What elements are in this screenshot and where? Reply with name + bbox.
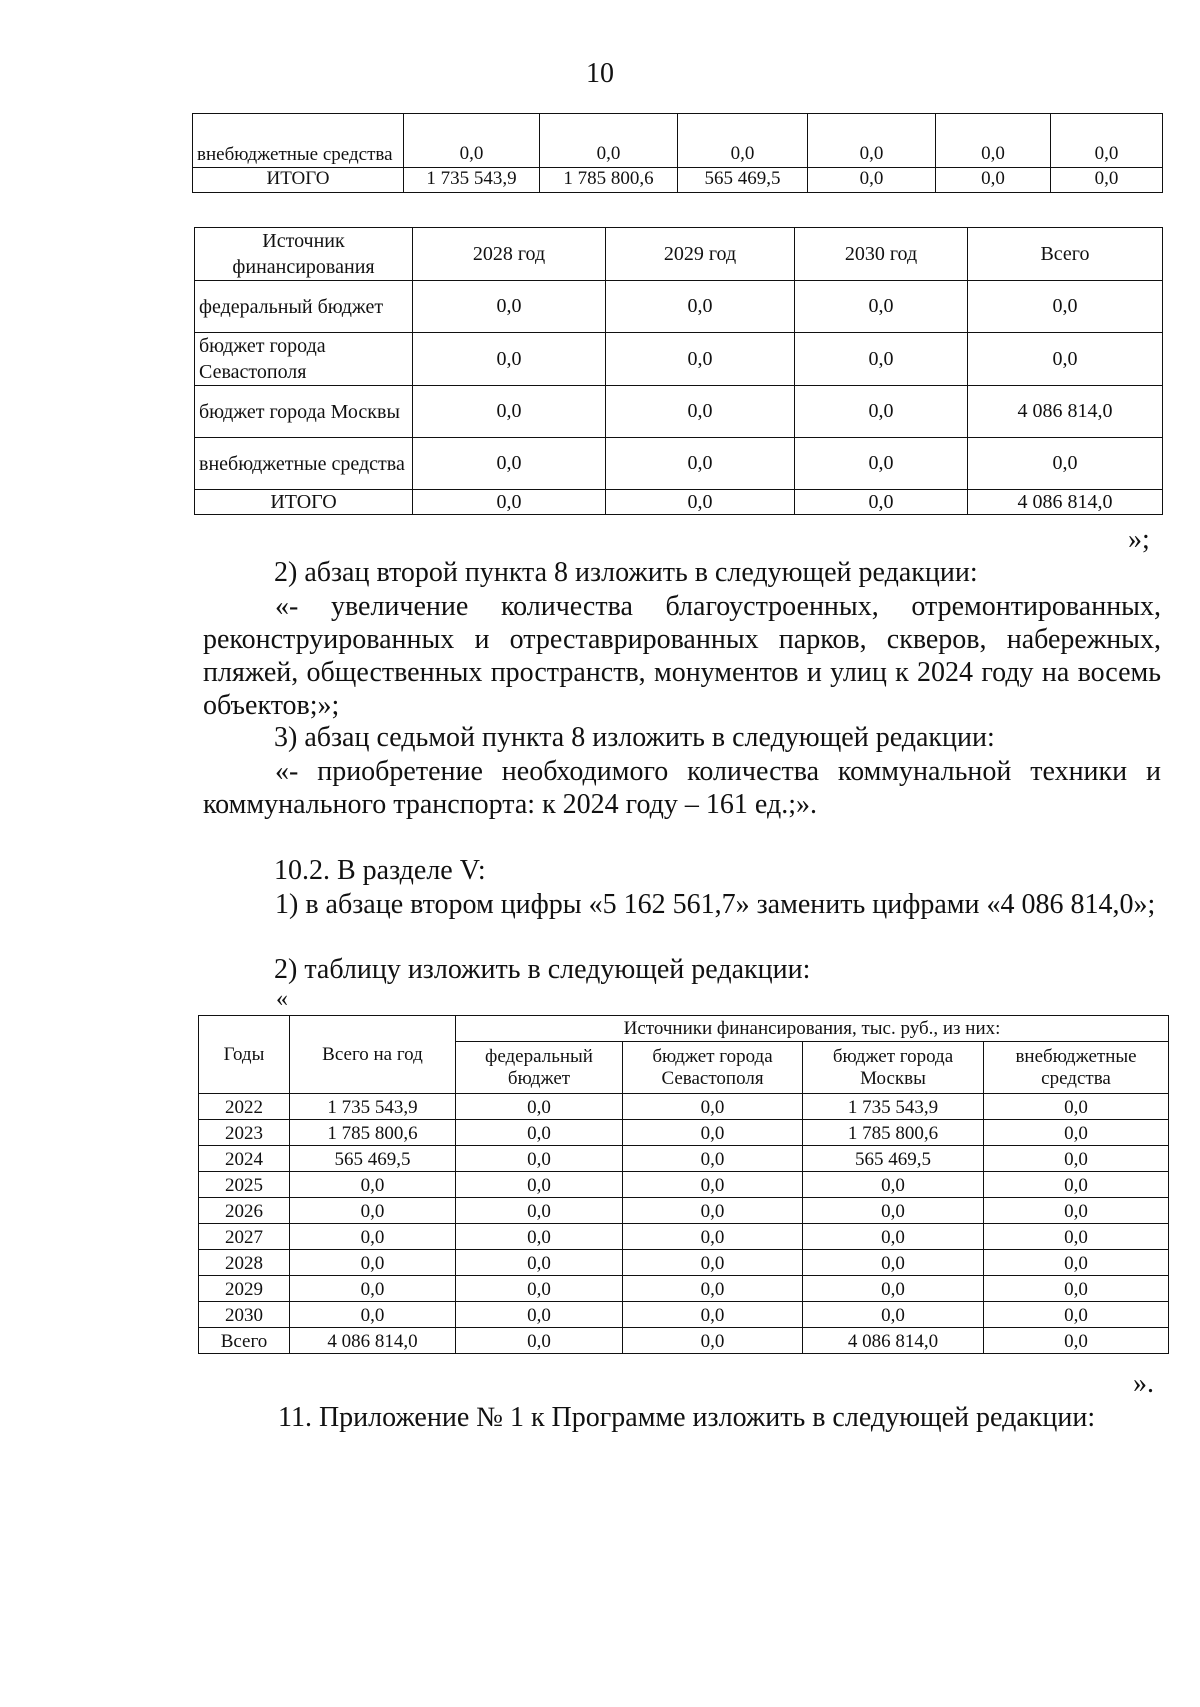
table-cell: 1 785 800,6 — [803, 1120, 984, 1146]
year-cell: 2028 — [199, 1250, 290, 1276]
table-row — [199, 1120, 1169, 1146]
table-cell: 0,0 — [290, 1172, 456, 1198]
paragraph-item-2b: 2) таблицу изложить в следующей редакции: — [274, 954, 811, 985]
table-cell: 0,0 — [623, 1094, 803, 1120]
table-cell: 0,0 — [623, 1146, 803, 1172]
table-cell: 0,0 — [413, 333, 606, 386]
column-header: 2028 год — [413, 228, 606, 281]
year-cell: Всего — [199, 1328, 290, 1354]
table-cell: 0,0 — [984, 1172, 1169, 1198]
table-cell: 0,0 — [936, 114, 1051, 168]
table-cell: 0,0 — [795, 386, 968, 438]
row-label: ИТОГО — [195, 490, 413, 515]
table-cell: 0,0 — [456, 1224, 623, 1250]
column-header-total: Всего на год — [290, 1016, 456, 1094]
table-row — [193, 114, 1163, 168]
paragraph-quote-1: «- увеличение количества благоустроенных, отремонтированных, реконструированных и отреставрированных парков, скверов, набережных, пляжей, общественных пространств, монументов и улиц к 2024 году на восемь объектов;»; — [203, 591, 1161, 721]
table-cell: 0,0 — [984, 1302, 1169, 1328]
year-cell: 2023 — [199, 1120, 290, 1146]
table-cell: 0,0 — [456, 1302, 623, 1328]
table-cell: 0,0 — [808, 168, 936, 193]
table-row — [195, 386, 1163, 438]
financing-table-2028-2030 — [194, 227, 1163, 515]
row-label: федеральный бюджет — [195, 281, 413, 333]
column-header: Всего — [968, 228, 1163, 281]
table-cell: 0,0 — [968, 333, 1163, 386]
column-header-sources: Источники финансирования, тыс. руб., из них: — [456, 1016, 1169, 1042]
table-cell: 0,0 — [456, 1276, 623, 1302]
column-header: 2029 год — [606, 228, 795, 281]
row-label: ИТОГО — [193, 168, 404, 193]
financing-by-year-table — [198, 1015, 1169, 1354]
table-cell: 0,0 — [803, 1198, 984, 1224]
table-cell: 0,0 — [803, 1276, 984, 1302]
table-cell: 0,0 — [984, 1276, 1169, 1302]
table-cell: 4 086 814,0 — [968, 490, 1163, 515]
table-cell: 4 086 814,0 — [290, 1328, 456, 1354]
table-cell: 565 469,5 — [678, 168, 808, 193]
table-cell: 0,0 — [623, 1276, 803, 1302]
table-cell: 0,0 — [936, 168, 1051, 193]
year-cell: 2024 — [199, 1146, 290, 1172]
table-cell: 0,0 — [606, 281, 795, 333]
table-cell: 0,0 — [456, 1328, 623, 1354]
table-cell: 0,0 — [803, 1172, 984, 1198]
closing-quote-2: ». — [1133, 1368, 1154, 1399]
table-row — [199, 1250, 1169, 1276]
table-row — [199, 1146, 1169, 1172]
table-cell: 0,0 — [984, 1198, 1169, 1224]
table-cell: 0,0 — [803, 1302, 984, 1328]
table-cell: 0,0 — [803, 1224, 984, 1250]
table-cell: 0,0 — [984, 1224, 1169, 1250]
section-heading: 10.2. В разделе V: — [274, 855, 486, 886]
table-cell: 0,0 — [1051, 114, 1163, 168]
table-cell: 1 735 543,9 — [290, 1094, 456, 1120]
table-cell: 0,0 — [456, 1198, 623, 1224]
table-cell: 0,0 — [795, 333, 968, 386]
table-row — [199, 1172, 1169, 1198]
table-cell: 0,0 — [290, 1198, 456, 1224]
table-cell: 0,0 — [984, 1120, 1169, 1146]
table-cell: 565 469,5 — [803, 1146, 984, 1172]
table-row — [199, 1094, 1169, 1120]
year-cell: 2027 — [199, 1224, 290, 1250]
year-cell: 2025 — [199, 1172, 290, 1198]
table-row-total — [193, 168, 1163, 193]
table-cell: 0,0 — [413, 281, 606, 333]
column-header: бюджет города Москвы — [803, 1042, 984, 1094]
table-cell: 0,0 — [290, 1276, 456, 1302]
table-cell: 0,0 — [803, 1250, 984, 1276]
table-cell: 0,0 — [795, 281, 968, 333]
table-cell: 0,0 — [413, 386, 606, 438]
table-cell: 0,0 — [413, 438, 606, 490]
table-row — [195, 438, 1163, 490]
table-cell: 1 785 800,6 — [540, 168, 678, 193]
table-body — [199, 1094, 1169, 1354]
column-header: бюджет города Севастополя — [623, 1042, 803, 1094]
table-cell: 0,0 — [623, 1224, 803, 1250]
column-header: внебюджетные средства — [984, 1042, 1169, 1094]
table-row — [199, 1198, 1169, 1224]
table-cell: 0,0 — [795, 490, 968, 515]
table-cell: 1 735 543,9 — [404, 168, 540, 193]
table-row — [199, 1224, 1169, 1250]
table-cell: 0,0 — [623, 1250, 803, 1276]
table-cell: 0,0 — [623, 1328, 803, 1354]
table-header-row — [199, 1016, 1169, 1042]
column-header: федеральный бюджет — [456, 1042, 623, 1094]
table-cell: 0,0 — [456, 1094, 623, 1120]
table-cell: 4 086 814,0 — [803, 1328, 984, 1354]
table-cell: 0,0 — [606, 490, 795, 515]
table-row-total — [199, 1328, 1169, 1354]
table-cell: 0,0 — [984, 1146, 1169, 1172]
row-label: бюджет города Москвы — [195, 386, 413, 438]
table-row — [195, 281, 1163, 333]
table-cell: 0,0 — [623, 1198, 803, 1224]
table-cell: 0,0 — [1051, 168, 1163, 193]
table-row — [199, 1302, 1169, 1328]
table-cell: 0,0 — [606, 386, 795, 438]
table-cell: 0,0 — [678, 114, 808, 168]
table-cell: 4 086 814,0 — [968, 386, 1163, 438]
table-cell: 0,0 — [456, 1120, 623, 1146]
table-cell: 0,0 — [623, 1120, 803, 1146]
row-label: бюджет города Севастополя — [195, 333, 413, 386]
table-cell: 565 469,5 — [290, 1146, 456, 1172]
table-cell: 0,0 — [968, 281, 1163, 333]
table-cell: 0,0 — [456, 1146, 623, 1172]
table-cell: 0,0 — [290, 1250, 456, 1276]
paragraph-item-3: 3) абзац седьмой пункта 8 изложить в следующей редакции: — [274, 722, 995, 753]
paragraph-item-2: 2) абзац второй пункта 8 изложить в следующей редакции: — [274, 557, 978, 588]
column-header: 2030 год — [795, 228, 968, 281]
table-row — [195, 333, 1163, 386]
paragraph-item-1: 1) в абзаце втором цифры «5 162 561,7» заменить цифрами «4 086 814,0»; — [275, 889, 1156, 920]
table-cell: 0,0 — [290, 1224, 456, 1250]
row-label: внебюджетные средства — [195, 438, 413, 490]
table-cell: 0,0 — [456, 1250, 623, 1276]
year-cell: 2026 — [199, 1198, 290, 1224]
table-cell: 0,0 — [413, 490, 606, 515]
financing-table-continuation — [192, 113, 1163, 193]
table-cell: 0,0 — [290, 1302, 456, 1328]
paragraph-item-11: 11. Приложение № 1 к Программе изложить в следующей редакции: — [278, 1402, 1096, 1433]
table-cell: 0,0 — [606, 438, 795, 490]
table-cell: 0,0 — [623, 1302, 803, 1328]
table-cell: 0,0 — [968, 438, 1163, 490]
table-cell: 0,0 — [984, 1094, 1169, 1120]
year-cell: 2029 — [199, 1276, 290, 1302]
year-cell: 2022 — [199, 1094, 290, 1120]
table-cell: 0,0 — [808, 114, 936, 168]
table-cell: 0,0 — [984, 1328, 1169, 1354]
table-cell: 0,0 — [456, 1172, 623, 1198]
opening-quote: « — [276, 986, 288, 1012]
table-cell: 1 735 543,9 — [803, 1094, 984, 1120]
row-label: внебюджетные средства — [193, 114, 404, 168]
table-cell: 0,0 — [984, 1250, 1169, 1276]
closing-quote: »; — [1128, 524, 1150, 555]
paragraph-quote-2: «- приобретение необходимого количества коммунальной техники и коммунального транспорта: к 2024 году – 161 ед.;». — [203, 756, 1161, 820]
table-cell: 0,0 — [540, 114, 678, 168]
table-cell: 0,0 — [795, 438, 968, 490]
column-header-years: Годы — [199, 1016, 290, 1094]
table-row — [199, 1276, 1169, 1302]
table-row-total — [195, 490, 1163, 515]
table-cell: 0,0 — [623, 1172, 803, 1198]
table-cell: 0,0 — [606, 333, 795, 386]
year-cell: 2030 — [199, 1302, 290, 1328]
table-header-row — [195, 228, 1163, 281]
column-header: Источник финансирования — [195, 228, 413, 281]
table-cell: 1 785 800,6 — [290, 1120, 456, 1146]
page-number: 10 — [586, 58, 614, 89]
table-cell: 0,0 — [404, 114, 540, 168]
